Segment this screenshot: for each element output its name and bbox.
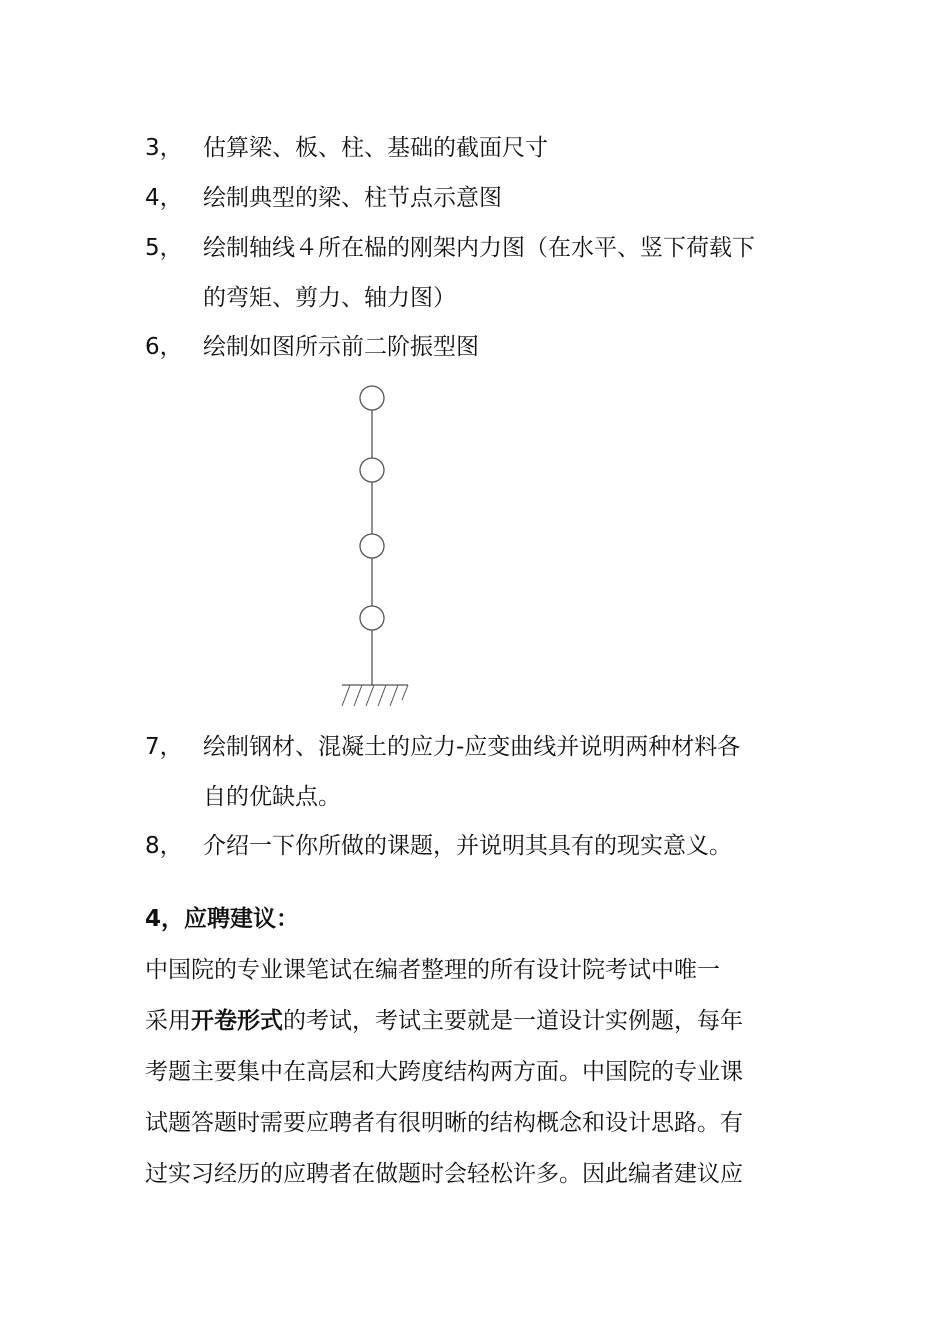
item-text: 绘制典型的梁、柱节点示意图 bbox=[203, 185, 502, 211]
list-item-8 bbox=[145, 821, 825, 871]
cantilever-mass-diagram bbox=[330, 380, 420, 710]
paragraph-line: 考题主要集中在高层和大跨度结构两方面。中国院的专业课 bbox=[145, 1059, 743, 1085]
list-item-5 bbox=[145, 223, 825, 323]
item-number: 8， bbox=[145, 833, 183, 859]
item-text: 估算梁、板、柱、基础的截面尺寸 bbox=[203, 135, 548, 161]
item-text-continued: 自的优缺点。 bbox=[203, 784, 341, 810]
item-text: 绘制轴线４所在榀的刚架内力图（在水平、竖下荷载下 bbox=[203, 235, 755, 261]
list-item-4 bbox=[145, 173, 825, 223]
item-text: 介绍一下你所做的课题，并说明其具有的现实意义。 bbox=[203, 833, 732, 859]
paragraph-text: 的考试，考试主要就是一道设计实例题，每年 bbox=[283, 1008, 743, 1034]
item-number: 3， bbox=[145, 135, 183, 161]
section-heading: 4，应聘建议： bbox=[145, 906, 300, 932]
paragraph-line: 过实习经历的应聘者在做题时会轻松许多。因此编者建议应 bbox=[145, 1161, 743, 1187]
item-text-continued: 的弯矩、剪力、轴力图） bbox=[203, 285, 456, 311]
paragraph-text: 采用 bbox=[145, 1008, 191, 1034]
paragraph-line: 中国院的专业课笔试在编者整理的所有设计院考试中唯一 bbox=[145, 957, 720, 983]
paragraph-line: 试题答题时需要应聘者有很明晰的结构概念和设计思路。有 bbox=[145, 1110, 743, 1136]
item-number: 7， bbox=[145, 734, 183, 760]
mass-node bbox=[360, 458, 384, 482]
body-paragraph bbox=[145, 945, 810, 1200]
bold-emphasis: 开卷形式 bbox=[191, 1008, 283, 1034]
mass-node bbox=[360, 386, 384, 410]
paragraph-line bbox=[145, 996, 810, 1047]
fixed-support-icon bbox=[342, 685, 408, 706]
item-text: 绘制如图所示前二阶振型图 bbox=[203, 334, 479, 360]
item-number: 6， bbox=[145, 334, 183, 360]
item-number: 5， bbox=[145, 235, 183, 261]
list-item-7 bbox=[145, 722, 825, 822]
list-item-6 bbox=[145, 322, 825, 372]
item-text: 绘制钢材、混凝土的应力-应变曲线并说明两种材料各 bbox=[203, 734, 741, 760]
item-number: 4， bbox=[145, 185, 183, 211]
mass-node bbox=[360, 606, 384, 630]
mass-node bbox=[360, 534, 384, 558]
list-item-3 bbox=[145, 123, 825, 173]
